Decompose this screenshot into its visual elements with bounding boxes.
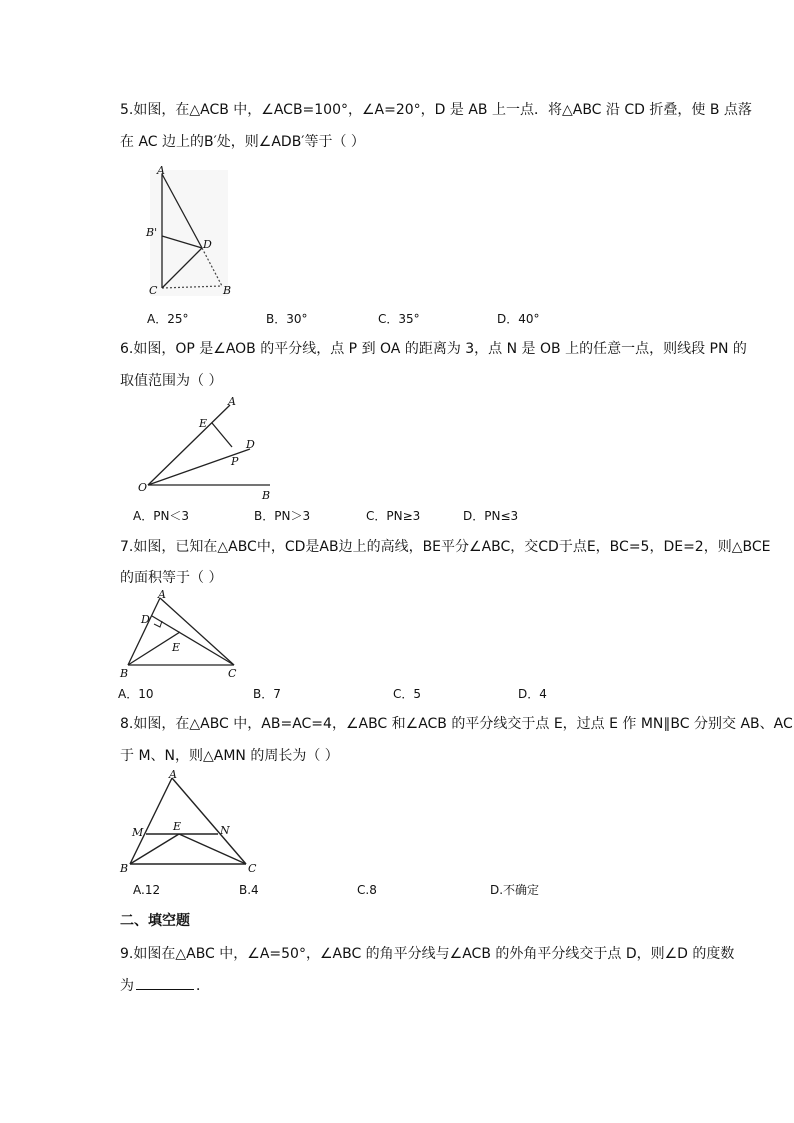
q8-option-c[interactable]: C.8 bbox=[357, 883, 377, 897]
q8-side-ac bbox=[172, 778, 246, 864]
q8-option-d[interactable]: D.不确定 bbox=[490, 883, 540, 897]
q8-label-m: M bbox=[132, 826, 144, 839]
q6-option-b[interactable]: B．PN＞3 bbox=[254, 509, 311, 523]
q5-text-line1: 5.如图，在△ACB 中，∠ACB=100°，∠A=20°，D 是 AB 上一点．将△ABC 沿 CD 折叠，使 B 点落 bbox=[120, 102, 752, 118]
q8-figure bbox=[116, 768, 266, 878]
q6-label-o: O bbox=[138, 481, 148, 494]
section-fill-in-title: 二、填空题 bbox=[120, 913, 190, 929]
q6-option-c[interactable]: C．PN≥3 bbox=[366, 509, 421, 523]
q5-label-bprime: B' bbox=[146, 226, 158, 239]
q7-side-ac bbox=[160, 598, 234, 665]
q7-figure bbox=[116, 590, 244, 682]
q9-text-line2 bbox=[120, 975, 210, 996]
q5-option-b[interactable]: B．30° bbox=[266, 312, 308, 326]
q9-answer-blank[interactable] bbox=[136, 975, 194, 990]
q6-label-a: A bbox=[228, 395, 236, 408]
q8-label-c: C bbox=[248, 862, 257, 875]
q5-label-b: B bbox=[223, 284, 232, 297]
q6-label-b: B bbox=[262, 489, 271, 502]
q5-figure bbox=[140, 162, 240, 300]
q8-option-b[interactable]: B.4 bbox=[239, 883, 259, 897]
q6-text-line1: 6.如图，OP 是∠AOB 的平分线，点 P 到 OA 的距离为 3，点 N 是 OB 上的任意一点，则线段 PN 的 bbox=[120, 341, 747, 357]
q6-label-p: P bbox=[231, 455, 239, 468]
q7-label-d: D bbox=[141, 613, 150, 626]
q7-option-d[interactable]: D．4 bbox=[518, 687, 547, 701]
q7-altitude-cd bbox=[152, 616, 234, 665]
q8-text-line1: 8.如图，在△ABC 中，AB=AC=4，∠ABC 和∠ACB 的平分线交于点 E，过点 E 作 MN∥BC 分别交 AB、AC bbox=[120, 716, 793, 732]
q7-option-c[interactable]: C．5 bbox=[393, 687, 422, 701]
q9-prefix: 为 bbox=[120, 978, 134, 994]
q7-label-c: C bbox=[228, 667, 237, 680]
q8-label-n: N bbox=[220, 824, 230, 837]
q8-option-a[interactable]: A.12 bbox=[133, 883, 161, 897]
q6-perpendicular-pe bbox=[212, 423, 232, 447]
q6-label-e: E bbox=[199, 417, 208, 430]
q5-label-a: A bbox=[157, 164, 165, 177]
q5-option-a[interactable]: A．25° bbox=[147, 312, 189, 326]
q7-label-e: E bbox=[172, 641, 181, 654]
q7-option-a[interactable]: A．10 bbox=[118, 687, 154, 701]
q7-option-b[interactable]: B．7 bbox=[253, 687, 281, 701]
q6-option-d[interactable]: D．PN≤3 bbox=[463, 509, 519, 523]
q6-option-a[interactable]: A．PN＜3 bbox=[133, 509, 190, 523]
q6-ray-oa bbox=[148, 405, 230, 485]
q8-label-a: A bbox=[169, 768, 177, 781]
q7-text-line1: 7.如图，已知在△ABC中，CD是AB边上的高线，BE平分∠ABC，交CD于点E，BC=5，DE=2，则△BCE bbox=[120, 539, 771, 555]
q6-text-line2: 取值范围为（ ） bbox=[120, 373, 223, 389]
q7-label-b: B bbox=[120, 667, 129, 680]
q9-text-line1: 9.如图在△ABC 中，∠A=50°，∠ABC 的角平分线与∠ACB 的外角平分线交于点 D，则∠D 的度数 bbox=[120, 946, 735, 962]
q8-text-line2: 于 M、N，则△AMN 的周长为（ ） bbox=[120, 748, 339, 764]
q7-label-a: A bbox=[158, 590, 166, 601]
q8-label-b: B bbox=[120, 862, 129, 875]
q9-suffix: ． bbox=[196, 978, 210, 994]
q5-option-c[interactable]: C．35° bbox=[378, 312, 420, 326]
q5-option-d[interactable]: D．40° bbox=[497, 312, 540, 326]
q6-label-d: D bbox=[246, 438, 255, 451]
q8-label-e: E bbox=[173, 820, 182, 833]
q5-text-line2: 在 AC 边上的B′处，则∠ADB′等于（ ） bbox=[120, 134, 365, 150]
q5-label-c: C bbox=[149, 284, 158, 297]
q6-figure bbox=[134, 393, 284, 505]
q8-bisector-ce bbox=[179, 834, 246, 864]
q5-label-d: D bbox=[203, 238, 212, 251]
q7-text-line2: 的面积等于（ ） bbox=[120, 570, 223, 586]
